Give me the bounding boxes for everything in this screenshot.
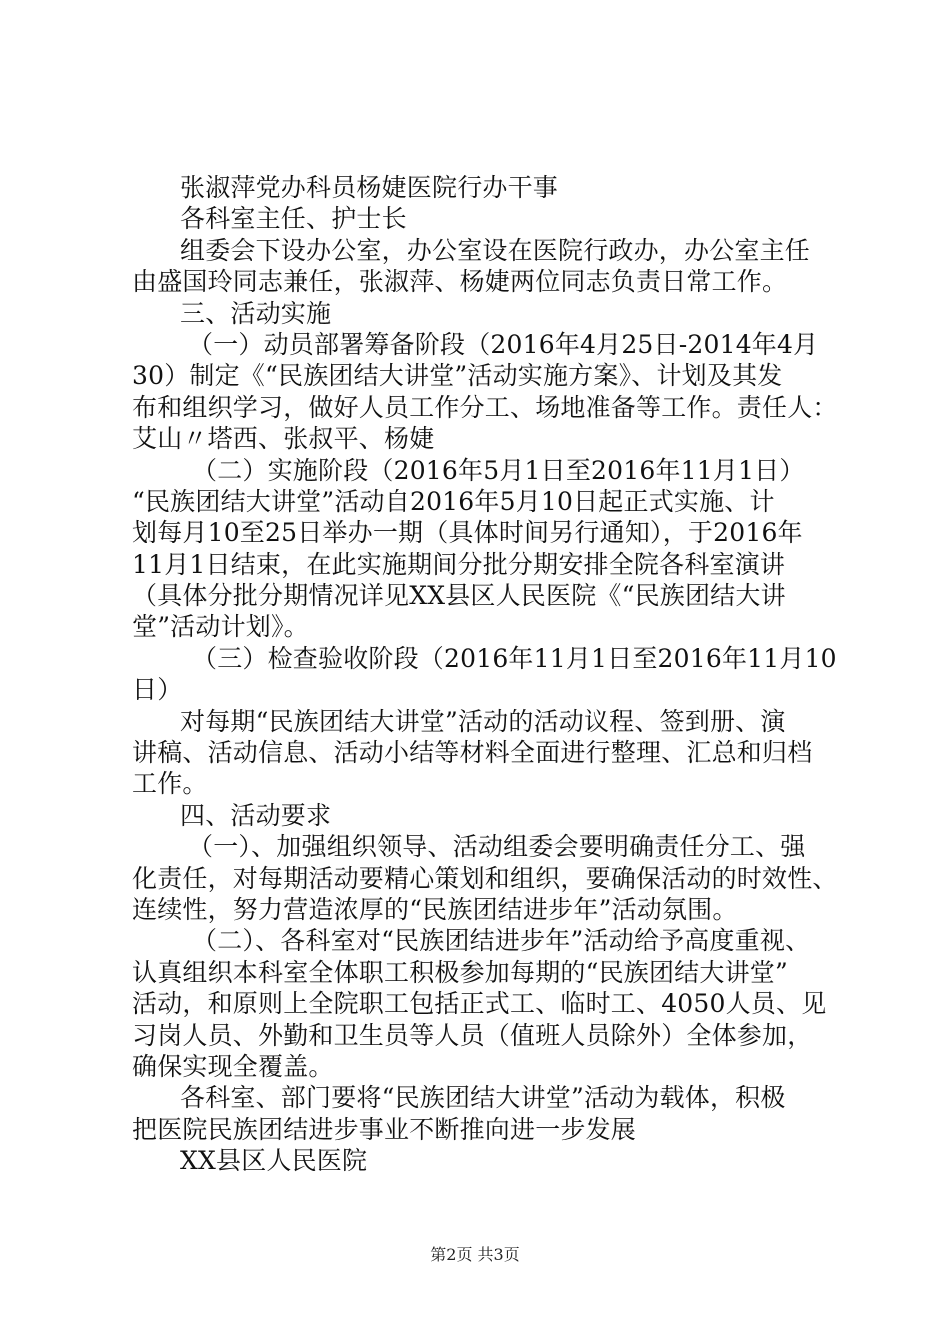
document-line: （二）实施阶段（2016年5月1日至2016年11月1日） xyxy=(192,455,805,485)
document-line: 把医院民族团结进步事业不断推向进一步发展 xyxy=(132,1114,637,1144)
document-line: （三）检查验收阶段（2016年11月1日至2016年11月10 xyxy=(192,643,837,673)
document-line: （一）动员部署筹备阶段（2016年4月25日-2014年4月 xyxy=(188,329,819,359)
document-line: 连续性，努力营造浓厚的“民族团结进步年”活动氛围。 xyxy=(132,894,738,924)
document-line: 各科室、部门要将“民族团结大讲堂”活动为载体，积极 xyxy=(180,1083,786,1113)
page-footer: 第2页 共3页 xyxy=(430,1245,520,1264)
document-line: 各科室主任、护士长 xyxy=(180,204,407,234)
document-line: 划每月10至25日举办一期（具体时间另行通知），于2016年 xyxy=(132,518,803,548)
document-line: 认真组织本科室全体职工积极参加每期的“民族团结大讲堂” xyxy=(132,957,788,987)
document-line: 堂”活动计划》。 xyxy=(132,612,309,642)
document-line: 习岗人员、外勤和卫生员等人员（值班人员除外）全体参加， xyxy=(132,1020,813,1050)
document-line: 化责任，对每期活动要精心策划和组织，要确保活动的时效性、 xyxy=(132,863,838,893)
document-line: 组委会下设办公室，办公室设在医院行政办，办公室主任 xyxy=(180,235,811,265)
document-line: 工作。 xyxy=(132,769,208,799)
document-line: 由盛国玲同志兼任，张淑萍、杨婕两位同志负责日常工作。 xyxy=(132,267,788,297)
document-line: XX县区人民医院 xyxy=(180,1146,368,1176)
document-line: （二）、各科室对“民族团结进步年”活动给予高度重视、 xyxy=(192,926,811,956)
document-line: （具体分批分期情况详见XX县区人民医院《“民族团结大讲 xyxy=(132,581,786,611)
document-line: “民族团结大讲堂”活动自2016年5月10日起正式实施、计 xyxy=(132,486,775,516)
document-line: 艾山〃塔西、张叔平、杨婕 xyxy=(132,424,435,454)
document-line: 张淑萍党办科员杨婕医院行办干事 xyxy=(180,173,559,202)
document-line: 布和组织学习，做好人员工作分工、场地准备等工作。责任人： xyxy=(132,392,838,422)
document-line: （一）、加强组织领导、活动组委会要明确责任分工、强 xyxy=(188,832,806,862)
document-line: 活动，和原则上全院职工包括正式工、临时工、4050人员、见 xyxy=(132,989,827,1019)
document-line: 三、活动实施 xyxy=(180,298,332,328)
document-line: 对每期“民族团结大讲堂”活动的活动议程、签到册、演 xyxy=(180,706,786,736)
document-line: 四、活动要求 xyxy=(180,800,332,830)
document-line: 确保实现全覆盖。 xyxy=(132,1051,334,1081)
document-body xyxy=(132,172,838,1177)
document-line: 11月1日结束，在此实施期间分批分期安排全院各科室演讲 xyxy=(132,549,786,579)
document-line: 讲稿、活动信息、活动小结等材料全面进行整理、汇总和归档 xyxy=(132,738,813,768)
document-line: 日） xyxy=(132,675,183,705)
document-line: 30）制定《“民族团结大讲堂”活动实施方案》、计划及其发 xyxy=(132,361,783,391)
